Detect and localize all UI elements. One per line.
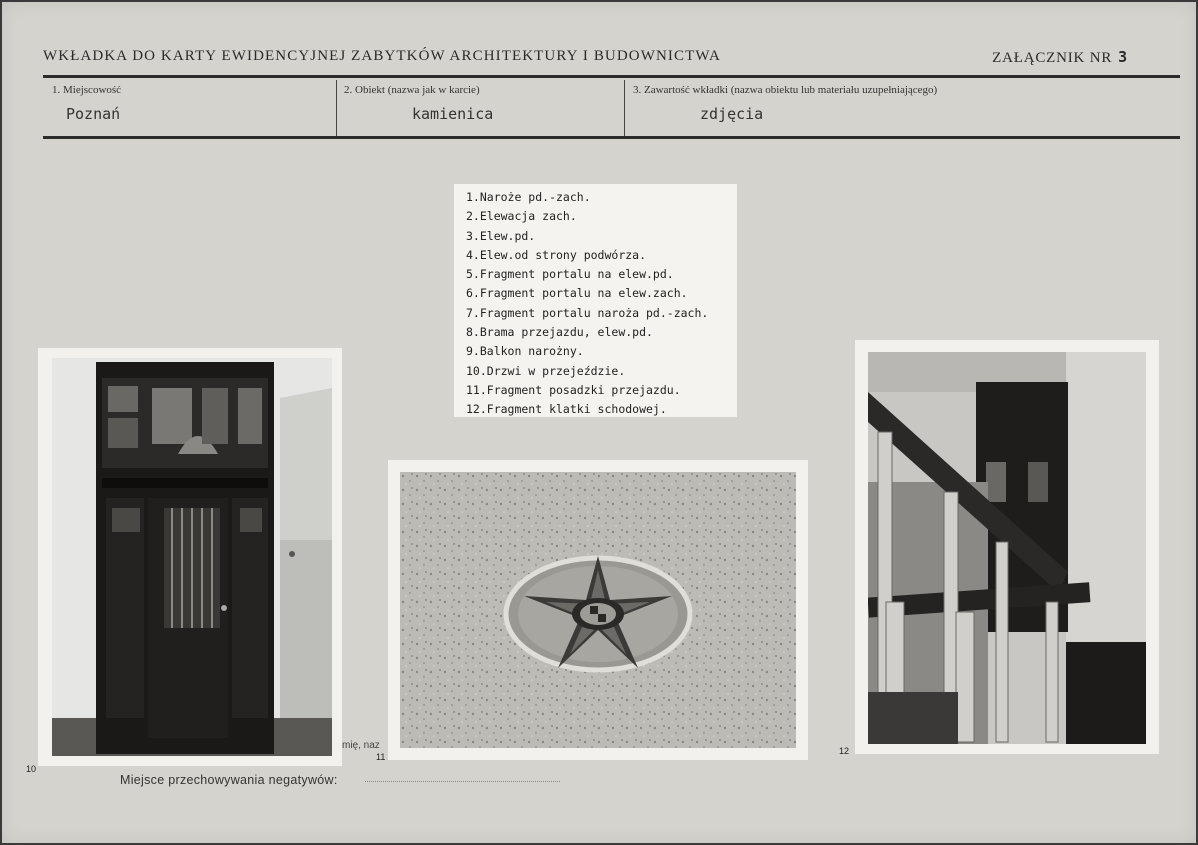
annex-number: 3 (1118, 48, 1128, 66)
field-divider (336, 80, 337, 136)
photo-number: 11 (376, 752, 386, 762)
caption-item: 10.Drzwi w przejeździe. (466, 363, 626, 378)
field-value-object: kamienica (412, 105, 494, 123)
negatives-location-label: Miejsce przechowywania negatywów: (120, 773, 338, 787)
field-value-locality: Poznań (66, 105, 121, 123)
photo-number: 12 (839, 746, 850, 756)
field-label-contents: 3. Zawartość wkładki (nazwa obiektu lub materiału uzupełniającego) (633, 84, 938, 96)
header-rule-bottom (43, 136, 1180, 139)
header-rule-top (43, 75, 1180, 78)
staircase-image (868, 352, 1146, 744)
caption-item: 7.Fragment portalu naroża pd.-zach. (466, 305, 709, 320)
photo-number: 10 (26, 764, 37, 774)
caption-item: 6.Fragment portalu na elew.zach. (466, 286, 688, 301)
caption-item: 1.Naroże pd.-zach. (466, 190, 591, 204)
door-image (52, 358, 332, 756)
annex-label (992, 48, 1128, 67)
floor-mosaic-image (400, 472, 796, 748)
field-value-contents: zdjęcia (700, 105, 764, 123)
caption-item: 8.Brama przejazdu, elew.pd. (466, 325, 653, 340)
caption-item: 5.Fragment portalu na elew.pd. (466, 267, 674, 282)
field-label-object: 2. Obiekt (nazwa jak w karcie) (344, 84, 480, 96)
covered-form-text: mię, naz (342, 740, 380, 751)
photo-door (26, 348, 342, 774)
caption-item: 9.Balkon narożny. (466, 344, 584, 359)
photo-staircase (839, 340, 1159, 756)
field-divider (624, 80, 625, 136)
photo-caption-list (454, 184, 737, 417)
caption-item: 4.Elew.od strony podwórza. (466, 247, 647, 262)
annex-label-text: ZAŁĄCZNIK NR (992, 50, 1113, 66)
card-title: WKŁADKA DO KARTY EWIDENCYJNEJ ZABYTKÓW ARCHITEKTURY I BUDOWNICTWA (43, 48, 721, 64)
field-label-locality: 1. Miejscowość (52, 84, 122, 96)
caption-item: 2.Elewacja zach. (466, 209, 577, 224)
negatives-location-field (365, 780, 560, 782)
caption-item: 12.Fragment klatki schodowej. (466, 402, 667, 417)
photo-floor-mosaic (376, 460, 808, 762)
caption-item: 3.Elew.pd. (466, 228, 536, 243)
caption-item: 11.Fragment posadzki przejazdu. (466, 382, 681, 397)
